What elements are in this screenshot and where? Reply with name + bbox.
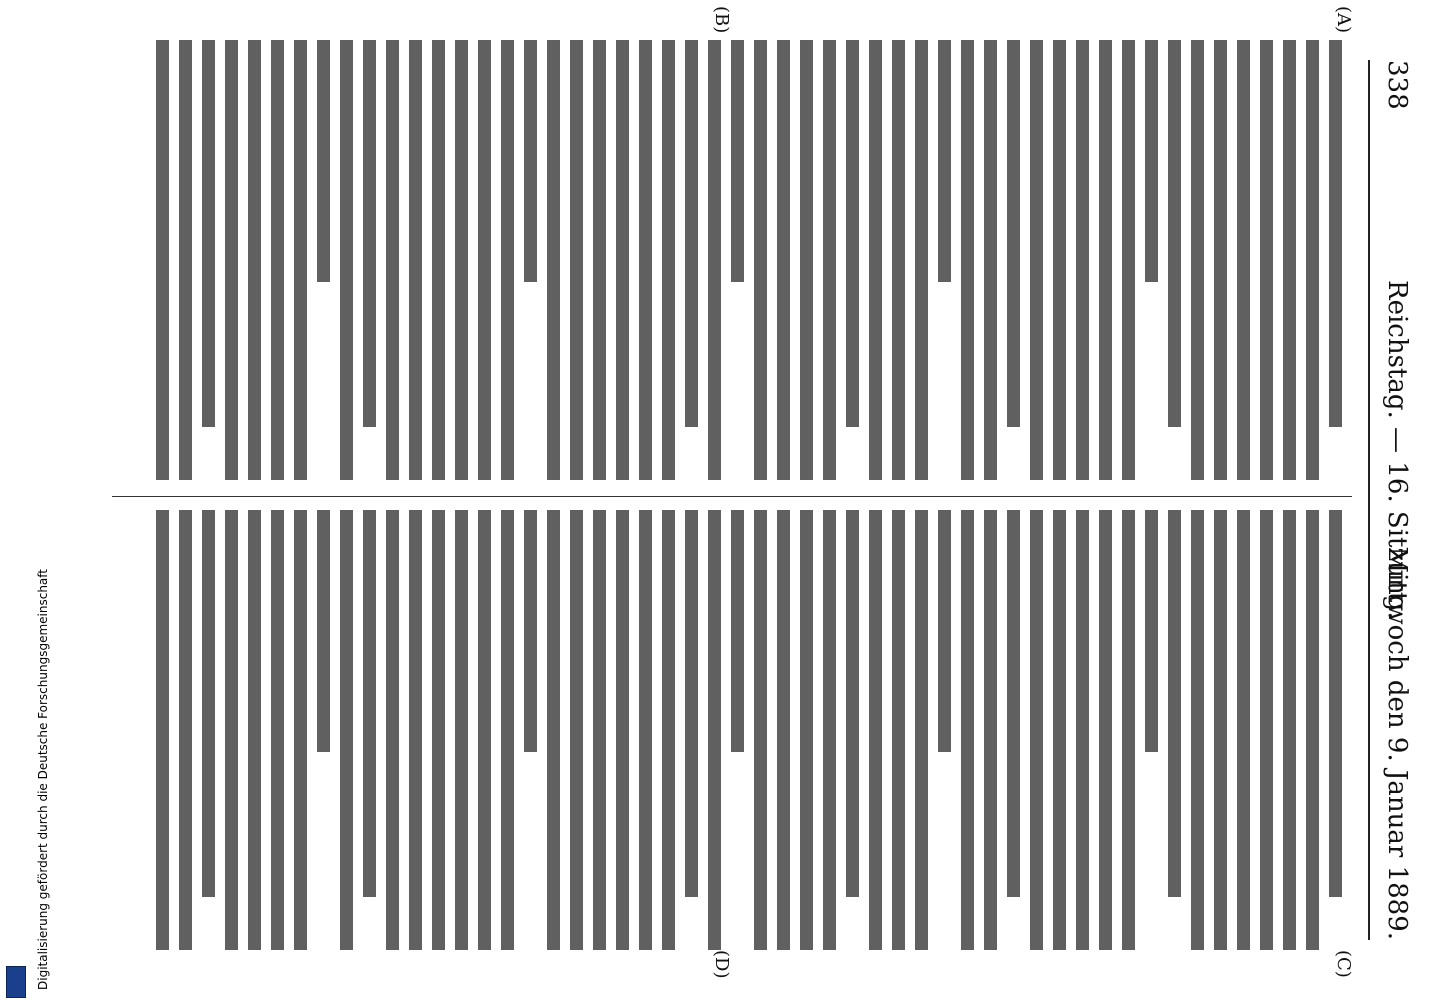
body-text-line bbox=[1306, 40, 1319, 480]
body-text-line bbox=[800, 510, 813, 950]
body-text-line bbox=[432, 40, 445, 480]
body-text-line bbox=[846, 40, 859, 427]
body-text-line bbox=[271, 510, 284, 950]
body-text-line bbox=[708, 40, 721, 480]
body-text-line bbox=[593, 510, 606, 950]
body-text-line bbox=[1283, 510, 1296, 950]
body-text-line bbox=[179, 510, 192, 950]
body-text-line bbox=[1122, 40, 1135, 480]
body-text-line bbox=[432, 510, 445, 950]
body-text-line bbox=[409, 40, 422, 480]
body-text-line bbox=[915, 40, 928, 480]
body-text-line bbox=[455, 510, 468, 950]
body-text-line bbox=[639, 40, 652, 480]
page-number: 338 bbox=[1382, 60, 1412, 110]
body-text-line bbox=[248, 40, 261, 480]
body-text-line bbox=[1329, 510, 1342, 897]
body-text-line bbox=[1053, 40, 1066, 480]
body-text-line bbox=[616, 510, 629, 950]
body-text-line bbox=[294, 40, 307, 480]
page-date: Mittwoch den 9. Januar 1889. bbox=[1382, 546, 1412, 940]
body-text-line bbox=[869, 40, 882, 480]
footer-strip bbox=[0, 0, 66, 1000]
body-text-line bbox=[777, 40, 790, 480]
body-text-line bbox=[1030, 40, 1043, 480]
body-text-line bbox=[1076, 40, 1089, 480]
body-text-line bbox=[409, 510, 422, 950]
body-text-line bbox=[1260, 510, 1273, 950]
body-text-line bbox=[892, 510, 905, 950]
body-text-line bbox=[547, 40, 560, 480]
body-text-line bbox=[570, 40, 583, 480]
body-text-line bbox=[202, 40, 215, 427]
body-text-line bbox=[777, 510, 790, 950]
body-text-line bbox=[478, 40, 491, 480]
body-text-line bbox=[1237, 510, 1250, 950]
body-text-line bbox=[179, 40, 192, 480]
body-text-line bbox=[593, 40, 606, 480]
body-text-line bbox=[869, 510, 882, 950]
body-text-line bbox=[1076, 510, 1089, 950]
body-text-line bbox=[340, 40, 353, 480]
body-text-line bbox=[823, 40, 836, 480]
body-text-line bbox=[662, 510, 675, 950]
body-text-line bbox=[455, 40, 468, 480]
body-text-line bbox=[363, 510, 376, 897]
dfg-logo-icon bbox=[6, 966, 26, 998]
body-text-line bbox=[938, 40, 951, 282]
body-text-line bbox=[731, 40, 744, 282]
margin-mark-a: (A) bbox=[1333, 6, 1354, 34]
body-text-line bbox=[1306, 510, 1319, 950]
body-text-line bbox=[386, 40, 399, 480]
body-text-line bbox=[570, 510, 583, 950]
body-text-line bbox=[386, 510, 399, 950]
body-text-line bbox=[156, 40, 169, 480]
text-column-right bbox=[112, 510, 1352, 950]
body-text-line bbox=[1214, 40, 1227, 480]
body-text-line bbox=[202, 510, 215, 897]
page-header bbox=[1372, 60, 1412, 940]
page-title: Reichstag. — 16. Sitzung. bbox=[1382, 280, 1412, 620]
column-divider bbox=[112, 496, 1352, 497]
page-content bbox=[66, 0, 1432, 1000]
body-text-line bbox=[524, 510, 537, 752]
body-text-line bbox=[317, 40, 330, 282]
body-text-line bbox=[225, 40, 238, 480]
body-text-line bbox=[685, 40, 698, 427]
body-text-line bbox=[1030, 510, 1043, 950]
body-text-line bbox=[1260, 40, 1273, 480]
body-text-line bbox=[639, 510, 652, 950]
body-text-line bbox=[938, 510, 951, 752]
body-text-line bbox=[1168, 510, 1181, 897]
body-text-line bbox=[501, 40, 514, 480]
body-text-line bbox=[478, 510, 491, 950]
body-text-line bbox=[156, 510, 169, 950]
body-text-line bbox=[1214, 510, 1227, 950]
body-text-line bbox=[1329, 40, 1342, 427]
body-text-line bbox=[984, 510, 997, 950]
margin-mark-d: (D) bbox=[711, 950, 732, 979]
body-text-line bbox=[225, 510, 238, 950]
body-text-line bbox=[363, 40, 376, 427]
body-text-line bbox=[271, 40, 284, 480]
body-text-line bbox=[547, 510, 560, 950]
body-text-line bbox=[1007, 510, 1020, 897]
body-text-line bbox=[317, 510, 330, 752]
body-text-line bbox=[708, 510, 721, 950]
body-text-line bbox=[754, 510, 767, 950]
body-text-line bbox=[1053, 510, 1066, 950]
body-text-line bbox=[892, 40, 905, 480]
body-text-line bbox=[1283, 40, 1296, 480]
margin-mark-c: (C) bbox=[1333, 950, 1354, 978]
body-text-line bbox=[501, 510, 514, 950]
body-text-line bbox=[1099, 40, 1112, 480]
body-text-line bbox=[294, 510, 307, 950]
body-text-line bbox=[616, 40, 629, 480]
header-rule bbox=[1368, 60, 1370, 940]
body-text-line bbox=[1168, 40, 1181, 427]
footer-digitization-note: Digitalisierung gefördert durch die Deutsche Forschungsgemeinschaft bbox=[36, 568, 50, 990]
margin-mark-b: (B) bbox=[711, 6, 732, 34]
body-text-line bbox=[340, 510, 353, 950]
body-text-line bbox=[1099, 510, 1112, 950]
body-text-line bbox=[1007, 40, 1020, 427]
body-text-line bbox=[731, 510, 744, 752]
body-text-line bbox=[1122, 510, 1135, 950]
body-text-line bbox=[961, 40, 974, 480]
body-text-line bbox=[1237, 40, 1250, 480]
body-text-line bbox=[984, 40, 997, 480]
body-text-line bbox=[662, 40, 675, 480]
body-text-line bbox=[800, 40, 813, 480]
body-text-line bbox=[248, 510, 261, 950]
body-text-line bbox=[823, 510, 836, 950]
body-text-line bbox=[915, 510, 928, 950]
body-text-line bbox=[1191, 40, 1204, 480]
body-text-line bbox=[1145, 510, 1158, 752]
body-text-line bbox=[961, 510, 974, 950]
body-text-line bbox=[754, 40, 767, 480]
body-text-line bbox=[846, 510, 859, 897]
body-text-line bbox=[524, 40, 537, 282]
text-column-left bbox=[112, 40, 1352, 480]
body-text-line bbox=[1191, 510, 1204, 950]
body-text-line bbox=[1145, 40, 1158, 282]
body-text-line bbox=[685, 510, 698, 897]
